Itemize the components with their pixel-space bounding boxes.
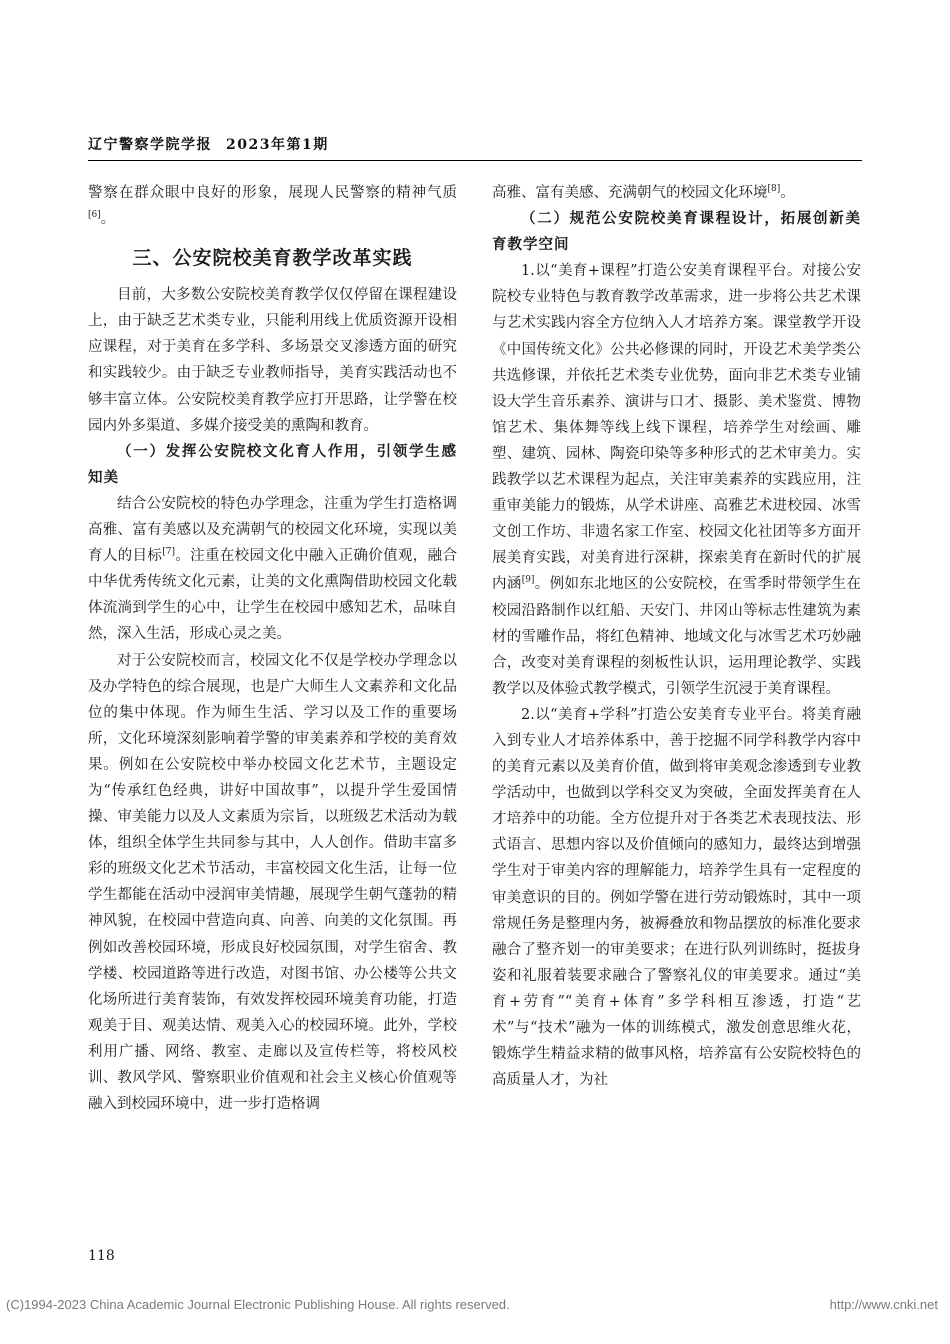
right-column (492, 180, 861, 1093)
citation: [8] (767, 184, 781, 195)
issue-label: 2023年第1期 (226, 137, 329, 153)
section-title: 三、公安院校美育教学改革实践 (132, 247, 413, 270)
left-column (88, 180, 457, 1117)
citation: [9] (521, 575, 535, 586)
page-number: 118 (88, 1248, 115, 1264)
paragraph: 目前，大多数公安院校美育教学仅仅停留在课程建设上，由于缺乏艺术类专业，只能利用线上优质资源开设相应课程，对于美育在多学科、多场景交叉渗透方面的研究和实践较少。由于缺乏专业教师指导，美育实践活动也不够丰富立体。公安院校美育教学应打开思路，让学警在校园内外多渠道、多媒介接受美的熏陶和教育。 (88, 287, 457, 434)
citation: [7] (162, 547, 175, 558)
subsection-title: （二）规范公安院校美育课程设计，拓展创新美育教学空间 (492, 210, 861, 254)
footer-link[interactable]: http://www.cnki.net (829, 1297, 938, 1312)
paragraph: 1.以“美育+课程”打造公安美育课程平台。对接公安院校专业特色与教育教学改革需求，进一步将公共艺术课与艺术实践内容全方位纳入人才培养方案。课堂教学开设《中国传统文化》公共必修课的同时，开设艺术美学类公共选修课，并依托艺术类专业优势，面向非艺术类专业铺设大学生音乐素养、演讲与口才、摄影、美术鉴赏、博物馆艺术、集体舞等线上线下课程，培养学生对绘画、雕塑、建筑、园林、陶瓷印染等多种形式的艺术审美力。实践教学以艺术课程为起点，关注审美素养的实践应用，注重审美能力的锻炼，从学术讲座、高雅艺术进校园、冰雪文创工作坊、非遗名家工作室、校园文化社团等多方面开展美育实践，对美育进行深耕，探索美育在新时代的扩展内涵[9]。例如东北地区的公安院校，在雪季时带领学生在校园沿路制作以红船、天安门、井冈山等标志性建筑为素材的雪雕作品，将红色精神、地域文化与冰雪艺术巧妙融合，改变对美育课程的刻板性认识，运用理论教学、实践教学以及体验式教学模式，引领学生沉浸于美育课程。 (492, 263, 861, 697)
copyright-notice: (C)1994-2023 China Academic Journal Electronic Publishing House. All rights reserved. (6, 1297, 510, 1312)
paragraph: 对于公安院校而言，校园文化不仅是学校办学理念以及办学特色的综合展现，也是广大师生人文素养和文化品位的集中体现。作为师生生活、学习以及工作的重要场所，文化环境深刻影响着学警的审美素养和学校的美育效果。例如在公安院校中举办校园文化艺术节，主题设定为“传承红色经典，讲好中国故事”，以提升学生爱国情操、审美能力以及人文素质为宗旨，以班级艺术活动为载体，组织全体学生共同参与其中，人人创作。借助丰富多彩的班级文化艺术节活动，丰富校园文化生活，让每一位学生都能在活动中浸润审美情趣，展现学生朝气蓬勃的精神风貌，在校园中营造向真、向善、向美的文化氛围。再例如改善校园环境，形成良好校园氛围，对学生宿舍、教学楼、校园道路等进行改造，对图书馆、办公楼等公共文化场所进行美育装饰，有效发挥校园环境美育功能，打造观美于目、观美达情、观美入心的校园环境。此外，学校利用广播、网络、教室、走廊以及宣传栏等，将校风校训、教风学风、警察职业价值观和社会主义核心价值观等融入到校园环境中，进一步打造格调 (88, 652, 457, 1113)
journal-name: 辽宁警察学院学报 (88, 137, 212, 153)
citation: [6] (88, 210, 101, 221)
paragraph: 结合公安院校的特色办学理念，注重为学生打造格调高雅、富有美感以及充满朝气的校园文化环境，实现以美育人的目标[7]。注重在校园文化中融入正确价值观，融合中华优秀传统文化元素，让美的文化熏陶借助校园文化载体流淌到学生的心中，让学生在校园中感知艺术，品味自然，深入生活，形成心灵之美。 (88, 495, 457, 643)
subsection-title: （一）发挥公安院校文化育人作用，引领学生感知美 (88, 442, 457, 486)
header-rule (88, 160, 862, 161)
paragraph: 警察在群众眼中良好的形象，展现人民警察的精神气质[6]。 (88, 185, 457, 228)
running-header (88, 134, 329, 154)
paragraph: 高雅、富有美感、充满朝气的校园文化环境[8]。 (492, 184, 795, 201)
paragraph: 2.以“美育+学科”打造公安美育专业平台。将美育融入到专业人才培养体系中，善于挖掘不同学科教学内容中的美育元素以及美育价值，做到将审美观念渗透到专业教学活动中，也做到以学科交叉为突破，全面发挥美育在人才培养中的功能。全方位提升对于各类艺术表现技法、形式语言、思想内容以及价值倾向的感知力，最终达到增强学生对于审美内容的理解能力，培养学生具有一定程度的审美意识的目的。例如学警在进行劳动锻炼时，其中一项常规任务是整理内务，被褥叠放和物品摆放的标准化要求融合了整齐划一的审美要求；在进行队列训练时，挺拔身姿和礼服着装要求融合了警察礼仪的审美要求。通过“美育+劳育”“美育+体育”多学科相互渗透，打造“艺术”与“技术”融为一体的训练模式，激发创意思维火花，锻炼学生精益求精的做事风格，培养富有公安院校特色的高质量人才，为社 (492, 706, 861, 1089)
